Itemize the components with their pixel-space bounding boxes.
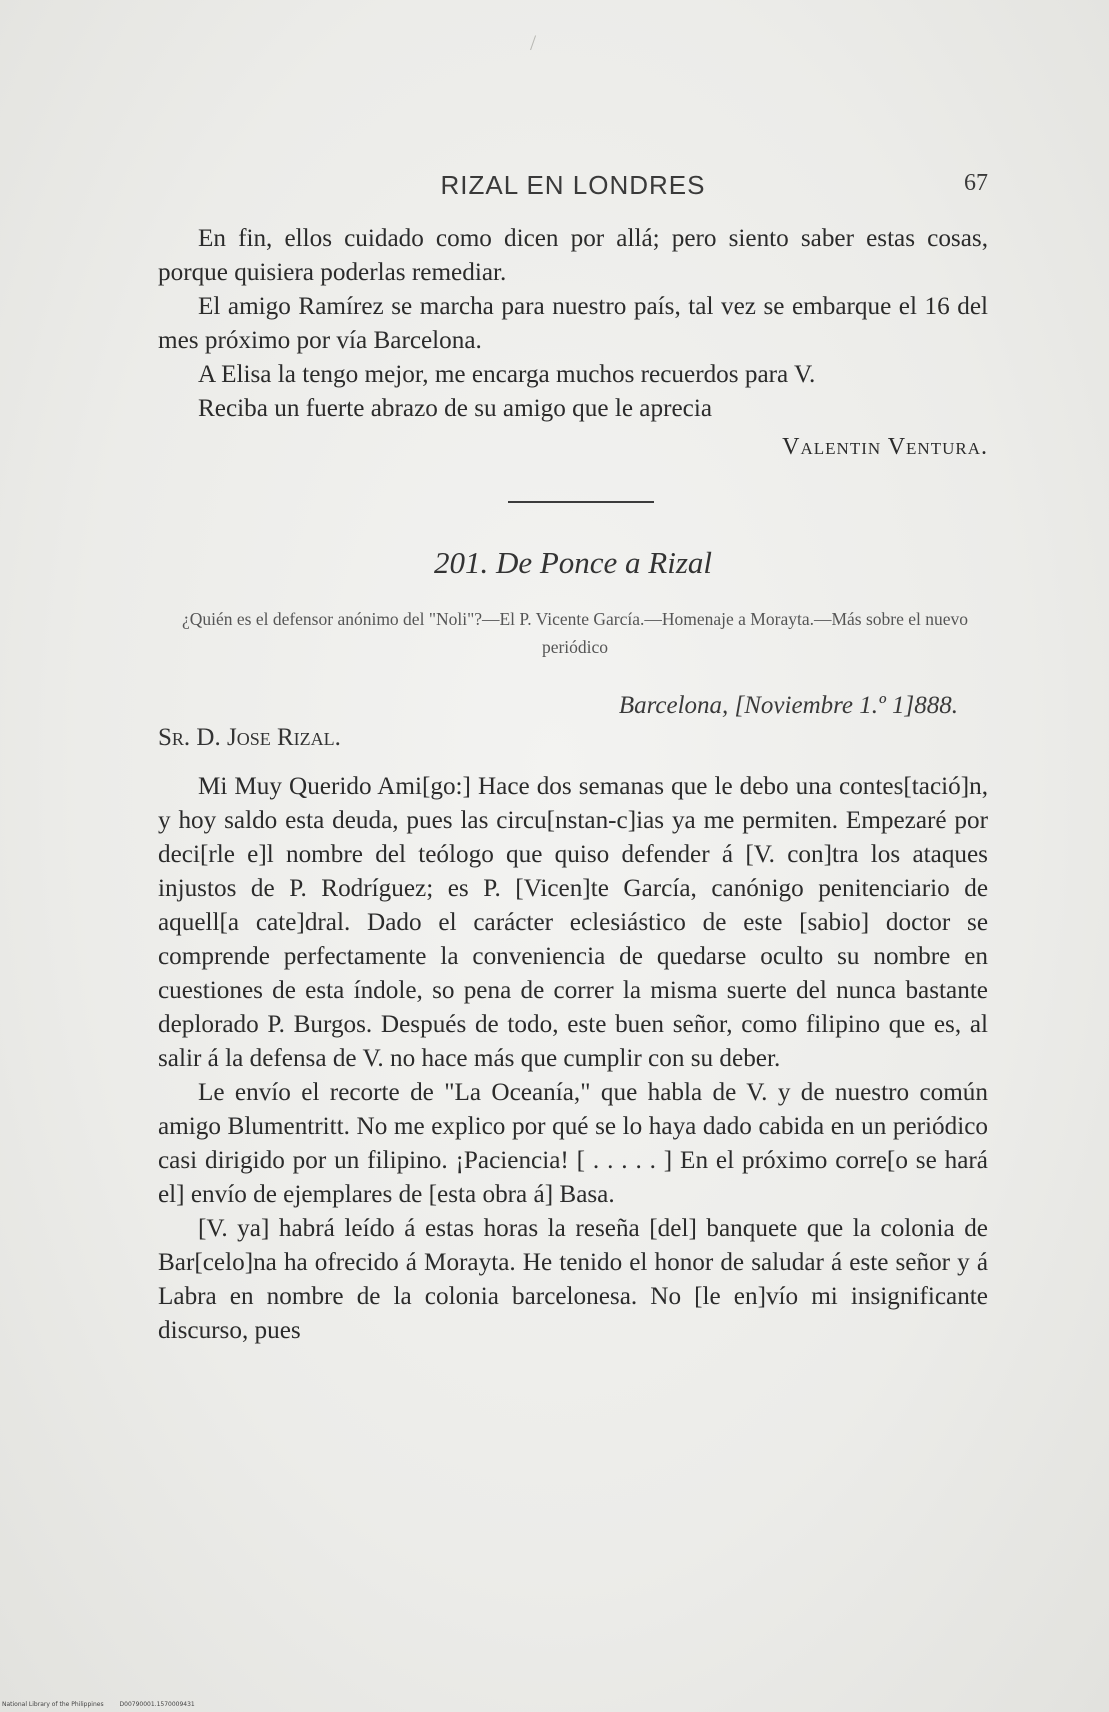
running-head [158,170,988,204]
library-credit: National Library of the Philippines [2,1701,104,1708]
stray-pen-mark: / [530,30,537,55]
scan-code: D00790001.1570009431 [119,1701,195,1708]
letter-heading: 201. De Ponce a Rizal [433,545,713,580]
paragraph: En fin, ellos cuidado como dicen por allá; pero siento saber estas cosas, porque quisiera poderlas remediar. [158,225,988,286]
signature: Valentin Ventura. [782,434,988,460]
paragraph: [V. ya] habrá leído á estas horas la reseña [del] banquete que la colonia de Bar[celo]na ha ofrecido á Morayta. He tenido el honor de saludar á este señor y á Labra en nombre de la colonia barcelonesa. No [le en]vío mi insignificante discurso, pues [158,1215,988,1344]
paragraph: Reciba un fuerte abrazo de su amigo que le aprecia [198,395,712,422]
scan-footer [2,1701,209,1708]
previous-letter-continuation [158,222,988,464]
letter-body [158,770,988,1348]
paragraph: Mi Muy Querido Ami[go:] Hace dos semanas que le debo una contes[tació]n, y hoy saldo esta deuda, pues las circu[nstan-c]ias ya me permiten. Empezaré por deci[rle e]l nombre del teólogo que quiso defender á [V. con]tra los ataques injustos de P. Rodríguez; es P. [Vicen]te García, canónigo penitenciario de aquell[a cate]dral. Dado el carácter eclesiástico de este [sabio] doctor se comprende perfectamente la conveniencia de quedarse oculto su nombre en cuestiones de esta índole, so pena de correr la misma suerte del nunca bastante deplorado P. Burgos. Después de todo, este buen señor, como filipino que es, al salir á la defensa de V. no hace más que cumplir con su deber. [158,773,988,1072]
dateline: Barcelona, [Noviembre 1.º 1]888. [618,692,958,719]
section-divider [508,501,654,503]
paragraph: El amigo Ramírez se marcha para nuestro país, tal vez se embarque el 16 del mes próximo por vía Barcelona. [158,293,988,354]
paragraph: A Elisa la tengo mejor, me encarga muchos recuerdos para V. [198,361,816,388]
salutation: Sr. D. Jose Rizal. [158,724,341,751]
running-title: RIZAL EN LONDRES [440,170,706,200]
letter-summary: ¿Quién es el defensor anónimo del "Noli"?—El P. Vicente García.—Homenaje a Morayta.—Más sobre el nuevo periódico [181,609,969,657]
paragraph: Le envío el recorte de "La Oceanía," que habla de V. y de nuestro común amigo Blumentritt. No me explico por qué se lo haya dado cabida en un periódico casi dirigido por un filipino. ¡Paciencia! [ . . . . . ] En el próximo corre[o se hará el] envío de ejemplares de [esta obra á] Basa. [158,1079,988,1208]
page-number: 67 [964,170,988,196]
